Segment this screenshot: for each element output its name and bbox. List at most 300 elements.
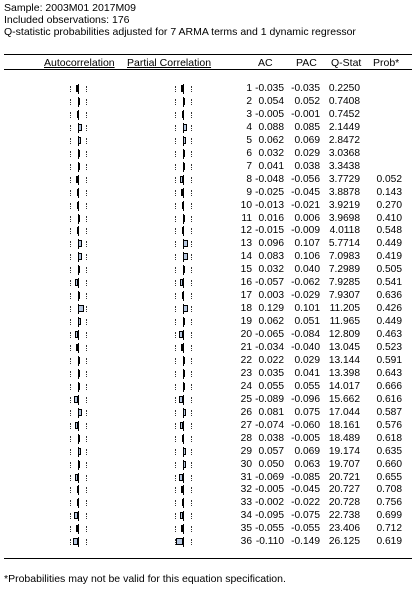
ac-upper-bound-mark [86,280,88,286]
ac-upper-bound-mark [86,539,88,545]
table-row [0,406,420,419]
pac-cell: -0.062 [291,277,320,289]
pac-zero-axis [183,214,184,224]
qstat-cell: 13.144 [328,354,360,366]
ac-zero-axis [78,149,79,159]
table-top-rule [4,54,412,55]
ac-lower-bound-mark [70,190,72,196]
ac-upper-bound-mark [86,410,88,416]
ac-cell: -0.110 [255,536,284,548]
ac-upper-bound-mark [86,241,88,247]
ac-upper-bound-mark [86,449,88,455]
qstat-cell: 3.9219 [328,199,360,211]
col-prob: Prob* [373,57,400,69]
ac-zero-axis [78,175,79,185]
ac-upper-bound-mark [86,475,88,481]
lag-cell: 21 [240,342,252,353]
qstat-cell: 20.721 [328,471,360,483]
pac-zero-axis [183,201,184,211]
pac-lower-bound-mark [175,254,177,260]
ac-zero-axis [78,447,79,457]
qstat-cell: 5.7714 [328,238,360,250]
pac-zero-axis [183,84,184,94]
prob-cell: 0.410 [376,212,402,224]
pac-cell: 0.069 [294,134,320,146]
pac-cell: 0.101 [294,303,320,315]
pac-cell: -0.096 [291,393,320,405]
ac-lower-bound-mark [70,410,72,416]
table-row [0,302,420,315]
qstat-cell: 0.7452 [328,108,360,120]
ac-upper-bound-mark [86,371,88,377]
pac-cell: -0.035 [291,83,320,94]
ac-cell: 0.057 [258,445,284,457]
lag-cell: 6 [246,147,252,159]
pac-zero-axis [183,239,184,249]
ac-upper-bound-mark [86,500,88,506]
qstat-cell: 4.0118 [329,225,360,237]
ac-cell: 0.088 [258,121,284,133]
ac-lower-bound-mark [70,384,72,390]
ac-upper-bound-mark [86,99,88,105]
pac-cell: 0.106 [294,251,320,263]
pac-zero-axis [183,460,184,470]
ac-upper-bound-mark [86,513,88,519]
pac-cell: -0.045 [291,484,320,496]
pac-zero-axis [183,408,184,418]
pac-upper-bound-mark [191,125,193,131]
pac-lower-bound-mark [175,397,177,403]
pac-cell: 0.107 [294,238,320,250]
pac-lower-bound-mark [175,151,177,157]
table-row [0,108,420,121]
ac-cell: -0.002 [255,497,284,509]
pac-lower-bound-mark [175,228,177,234]
pac-cell: 0.069 [294,445,320,457]
lag-cell: 19 [240,316,252,328]
pac-zero-axis [183,252,184,262]
pac-lower-bound-mark [175,177,177,183]
qstat-cell: 3.0368 [328,147,360,159]
pac-zero-axis [183,330,184,340]
ac-cell: 0.129 [258,303,284,315]
ac-cell: -0.025 [255,186,284,198]
pac-zero-axis [183,188,184,198]
ac-cell: 0.062 [258,134,284,146]
lag-cell: 8 [246,173,252,185]
pac-zero-axis [183,175,184,185]
lag-cell: 2 [246,95,252,107]
pac-cell: 0.063 [294,458,320,470]
lag-cell: 17 [240,290,252,302]
pac-upper-bound-mark [191,267,193,273]
table-row [0,496,420,509]
ac-lower-bound-mark [70,293,72,299]
pac-lower-bound-mark [175,449,177,455]
qstat-cell: 0.7408 [328,95,360,107]
table-row [0,276,420,289]
pac-upper-bound-mark [191,228,193,234]
pac-zero-axis [183,537,184,547]
ac-zero-axis [78,498,79,508]
ac-upper-bound-mark [86,190,88,196]
lag-cell: 28 [240,432,252,444]
ac-lower-bound-mark [70,228,72,234]
pac-cell: -0.021 [291,199,320,211]
lag-cell: 27 [240,419,252,431]
ac-zero-axis [78,136,79,146]
lag-cell: 35 [240,523,252,535]
ac-upper-bound-mark [86,526,88,532]
ac-zero-axis [78,460,79,470]
pac-upper-bound-mark [191,436,193,442]
ac-cell: 0.081 [258,406,284,418]
ac-cell: 0.041 [258,160,284,172]
ac-upper-bound-mark [86,436,88,442]
ac-cell: -0.048 [255,173,284,185]
prob-cell: 0.576 [376,419,402,431]
ac-cell: -0.005 [255,108,284,120]
ac-cell: -0.013 [255,199,284,211]
pac-cell: -0.084 [291,329,320,341]
qstat-cell: 13.045 [328,342,360,353]
pac-lower-bound-mark [175,190,177,196]
ac-zero-axis [78,421,79,431]
prob-cell: 0.143 [376,186,402,198]
pac-zero-axis [183,317,184,327]
ac-upper-bound-mark [86,332,88,338]
ac-zero-axis [78,369,79,379]
prob-cell: 0.505 [376,264,402,276]
prob-cell: 0.756 [376,497,402,509]
pac-cell: -0.009 [291,225,320,237]
ac-lower-bound-mark [70,397,72,403]
ac-cell: 0.050 [258,458,284,470]
ac-zero-axis [78,252,79,262]
pac-upper-bound-mark [191,190,193,196]
pac-lower-bound-mark [175,319,177,325]
table-row [0,535,420,548]
pac-upper-bound-mark [191,280,193,286]
ac-upper-bound-mark [86,267,88,273]
ac-lower-bound-mark [70,526,72,532]
ac-lower-bound-mark [70,500,72,506]
table-bottom-rule [4,558,412,559]
pac-upper-bound-mark [191,99,193,105]
pac-zero-axis [183,265,184,275]
ac-lower-bound-mark [70,280,72,286]
lag-cell: 3 [246,108,252,120]
ac-lower-bound-mark [70,254,72,260]
pac-lower-bound-mark [175,112,177,118]
ac-upper-bound-mark [86,345,88,351]
table-row [0,147,420,160]
prob-cell: 0.426 [376,303,402,315]
ac-zero-axis [78,537,79,547]
table-row [0,315,420,328]
prob-cell: 0.699 [376,510,402,522]
table-row [0,354,420,367]
qstat-cell: 2.8472 [328,134,360,146]
pac-cell: -0.149 [291,536,320,548]
table-header-rule [4,69,412,70]
table-row [0,82,420,95]
pac-bar [176,538,183,545]
pac-upper-bound-mark [191,526,193,532]
ac-lower-bound-mark [70,487,72,493]
ac-cell: 0.062 [258,316,284,328]
prob-cell: 0.619 [376,536,402,548]
ac-lower-bound-mark [70,462,72,468]
lag-cell: 14 [240,251,252,263]
pac-cell: -0.040 [291,342,320,353]
qstat-cell: 11.965 [329,316,360,328]
ac-upper-bound-mark [86,112,88,118]
pac-upper-bound-mark [191,177,193,183]
prob-cell: 0.591 [376,354,402,366]
lag-cell: 11 [241,212,252,224]
pac-lower-bound-mark [175,332,177,338]
ac-lower-bound-mark [70,319,72,325]
pac-upper-bound-mark [191,487,193,493]
lag-cell: 20 [240,329,252,341]
ac-cell: 0.055 [258,380,284,392]
pac-upper-bound-mark [191,241,193,247]
qstat-cell: 23.406 [328,523,360,535]
ac-cell: -0.074 [255,419,284,431]
prob-cell: 0.636 [376,290,402,302]
ac-cell: 0.016 [258,212,284,224]
ac-zero-axis [78,97,79,107]
pac-upper-bound-mark [191,539,193,545]
pac-zero-axis [183,123,184,133]
pac-zero-axis [183,421,184,431]
pac-lower-bound-mark [175,475,177,481]
pac-lower-bound-mark [175,138,177,144]
ac-cell: -0.055 [255,523,284,535]
pac-upper-bound-mark [191,475,193,481]
ac-cell: -0.035 [255,83,284,94]
pac-lower-bound-mark [175,436,177,442]
pac-zero-axis [183,369,184,379]
lag-cell: 31 [240,471,252,483]
pac-zero-axis [183,136,184,146]
prob-cell: 0.618 [376,432,402,444]
ac-zero-axis [78,226,79,236]
pac-lower-bound-mark [175,500,177,506]
table-row [0,186,420,199]
table-row [0,522,420,535]
ac-cell: 0.032 [258,264,284,276]
ac-zero-axis [78,473,79,483]
ac-zero-axis [78,214,79,224]
pac-cell: 0.085 [294,121,320,133]
pac-upper-bound-mark [191,371,193,377]
prob-cell: 0.712 [376,523,402,535]
ac-upper-bound-mark [86,306,88,312]
table-row [0,173,420,186]
pac-zero-axis [183,524,184,534]
ac-lower-bound-mark [70,216,72,222]
ac-upper-bound-mark [86,138,88,144]
ac-lower-bound-mark [70,99,72,105]
ac-lower-bound-mark [70,539,72,545]
pac-lower-bound-mark [175,216,177,222]
ac-upper-bound-mark [86,293,88,299]
prob-cell: 0.419 [376,251,402,263]
pac-upper-bound-mark [191,293,193,299]
pac-upper-bound-mark [191,462,193,468]
ac-lower-bound-mark [70,267,72,273]
ac-upper-bound-mark [86,177,88,183]
pac-lower-bound-mark [175,99,177,105]
ac-lower-bound-mark [70,125,72,131]
ac-zero-axis [78,343,79,353]
pac-zero-axis [183,291,184,301]
col-partial-correlation: Partial Correlation [127,57,212,69]
prob-cell: 0.523 [376,342,402,353]
lag-cell: 22 [240,354,252,366]
ac-lower-bound-mark [70,332,72,338]
ac-cell: 0.096 [258,238,284,250]
ac-upper-bound-mark [86,164,88,170]
lag-cell: 10 [240,199,252,211]
ac-lower-bound-mark [70,112,72,118]
pac-cell: -0.029 [291,290,320,302]
ac-lower-bound-mark [70,371,72,377]
ac-upper-bound-mark [86,228,88,234]
sample-range: Sample: 2003M01 2017M09 [4,2,136,14]
lag-cell: 5 [246,134,252,146]
ac-zero-axis [78,382,79,392]
table-row [0,199,420,212]
pac-lower-bound-mark [175,164,177,170]
pac-upper-bound-mark [191,254,193,260]
qstat-cell: 15.662 [328,393,360,405]
ac-cell: -0.065 [255,329,284,341]
ac-lower-bound-mark [70,513,72,519]
pac-cell: -0.005 [291,432,320,444]
qstat-cell: 20.728 [328,497,360,509]
ac-upper-bound-mark [86,487,88,493]
qstat-cell: 17.044 [328,406,360,418]
pac-lower-bound-mark [175,371,177,377]
ac-cell: -0.069 [255,471,284,483]
table-row [0,160,420,173]
ac-cell: 0.022 [258,354,284,366]
ac-cell: -0.015 [255,225,284,237]
ac-cell: -0.057 [255,277,284,289]
pac-zero-axis [183,447,184,457]
table-row [0,445,420,458]
prob-cell: 0.655 [376,471,402,483]
pac-lower-bound-mark [175,526,177,532]
pac-lower-bound-mark [175,423,177,429]
qstat-cell: 12.809 [328,329,360,341]
ac-cell: 0.038 [258,432,284,444]
ac-cell: 0.035 [258,367,284,379]
pac-lower-bound-mark [175,487,177,493]
ac-zero-axis [78,395,79,405]
ac-zero-axis [78,434,79,444]
prob-cell: 0.541 [376,277,402,289]
table-row [0,224,420,237]
ac-cell: 0.003 [258,290,284,302]
table-row [0,212,420,225]
lag-cell: 23 [240,367,252,379]
pac-upper-bound-mark [191,138,193,144]
pac-lower-bound-mark [175,267,177,273]
ac-lower-bound-mark [70,475,72,481]
prob-cell: 0.052 [376,173,402,185]
qstat-cell: 14.017 [328,380,360,392]
ac-zero-axis [78,110,79,120]
ac-upper-bound-mark [86,462,88,468]
ac-zero-axis [78,84,79,94]
ac-upper-bound-mark [86,397,88,403]
lag-cell: 18 [240,303,252,315]
pac-cell: -0.001 [291,108,320,120]
ac-lower-bound-mark [70,423,72,429]
pac-cell: 0.055 [294,380,320,392]
lag-cell: 33 [240,497,252,509]
qstat-cell: 3.9698 [328,212,360,224]
pac-upper-bound-mark [191,513,193,519]
pac-cell: -0.075 [291,510,320,522]
pac-cell: -0.056 [291,173,320,185]
prob-cell: 0.643 [376,367,402,379]
ac-zero-axis [78,356,79,366]
ac-zero-axis [78,201,79,211]
qstat-cell: 7.2989 [328,264,360,276]
ac-zero-axis [78,485,79,495]
pac-upper-bound-mark [191,306,193,312]
pac-upper-bound-mark [191,164,193,170]
table-row [0,483,420,496]
ac-zero-axis [78,330,79,340]
pac-upper-bound-mark [191,410,193,416]
pac-upper-bound-mark [191,151,193,157]
ac-zero-axis [78,188,79,198]
pac-zero-axis [183,97,184,107]
lag-cell: 12 [240,225,252,237]
ac-lower-bound-mark [70,86,72,92]
lag-cell: 13 [240,238,252,250]
pac-zero-axis [183,226,184,236]
table-row [0,393,420,406]
table-row [0,471,420,484]
pac-zero-axis [183,149,184,159]
pac-cell: -0.022 [291,497,320,509]
ac-upper-bound-mark [86,358,88,364]
ac-cell: 0.054 [258,95,284,107]
ac-lower-bound-mark [70,449,72,455]
ac-cell: -0.089 [255,393,284,405]
pac-upper-bound-mark [191,203,193,209]
pac-cell: -0.045 [291,186,320,198]
pac-zero-axis [183,498,184,508]
ac-upper-bound-mark [86,423,88,429]
ac-upper-bound-mark [86,319,88,325]
ac-zero-axis [78,304,79,314]
pac-upper-bound-mark [191,423,193,429]
pac-upper-bound-mark [191,384,193,390]
table-row [0,458,420,471]
table-row [0,263,420,276]
prob-cell: 0.587 [376,406,402,418]
pac-lower-bound-mark [175,306,177,312]
pac-zero-axis [183,511,184,521]
